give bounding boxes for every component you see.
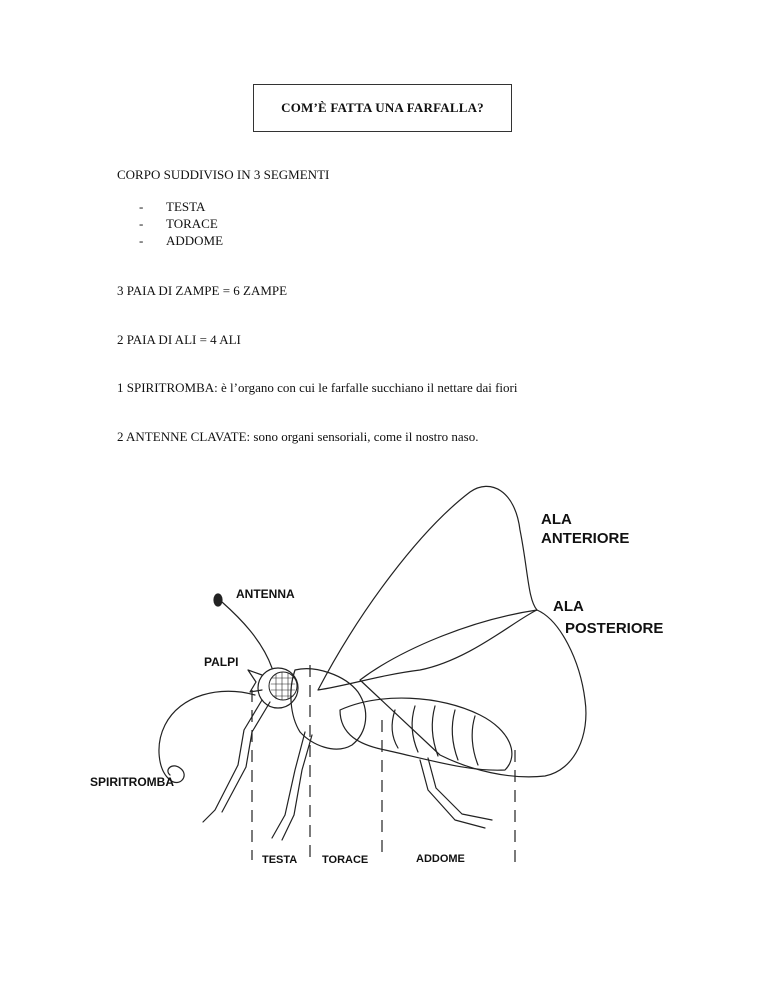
segment-addome: ADDOME (166, 233, 224, 248)
abdomen (340, 698, 512, 770)
label-ala-anteriore-2: ANTERIORE (541, 530, 630, 547)
wings-line: 2 PAIA DI ALI = 4 ALI (117, 332, 241, 347)
antennae-line: 2 ANTENNE CLAVATE: sono organi sensoriali, come il nostro naso. (117, 429, 479, 444)
segment-torace: TORACE (166, 216, 218, 231)
bullet-dash: - (139, 216, 144, 231)
label-ala-posteriore-2: POSTERIORE (565, 620, 664, 637)
label-palpi: PALPI (204, 655, 239, 669)
butterfly-diagram (0, 470, 768, 880)
page-title: COM’È FATTA UNA FARFALLA? (281, 100, 484, 115)
label-ala-anteriore-1: ALA (541, 511, 572, 528)
body-heading: CORPO SUDDIVISO IN 3 SEGMENTI (117, 167, 330, 182)
bullet-dash: - (139, 233, 144, 248)
label-testa: TESTA (262, 854, 298, 866)
label-addome: ADDOME (416, 853, 465, 865)
head (258, 668, 298, 708)
label-torace: TORACE (322, 854, 369, 866)
label-spiritromba: SPIRITROMBA (90, 775, 174, 789)
segment-testa: TESTA (166, 199, 206, 214)
title-box (253, 84, 512, 132)
proboscis (159, 691, 255, 782)
proboscis-line: 1 SPIRITROMBA: è l’organo con cui le farfalle succhiano il nettare dai fiori (117, 380, 518, 395)
thorax (291, 669, 366, 749)
label-ala-posteriore-1: ALA (553, 598, 584, 615)
legs-line: 3 PAIA DI ZAMPE = 6 ZAMPE (117, 283, 288, 298)
label-antenna: ANTENNA (236, 587, 295, 601)
bullet-dash: - (139, 199, 144, 214)
antenna-club (214, 594, 222, 606)
forewing (318, 486, 537, 690)
